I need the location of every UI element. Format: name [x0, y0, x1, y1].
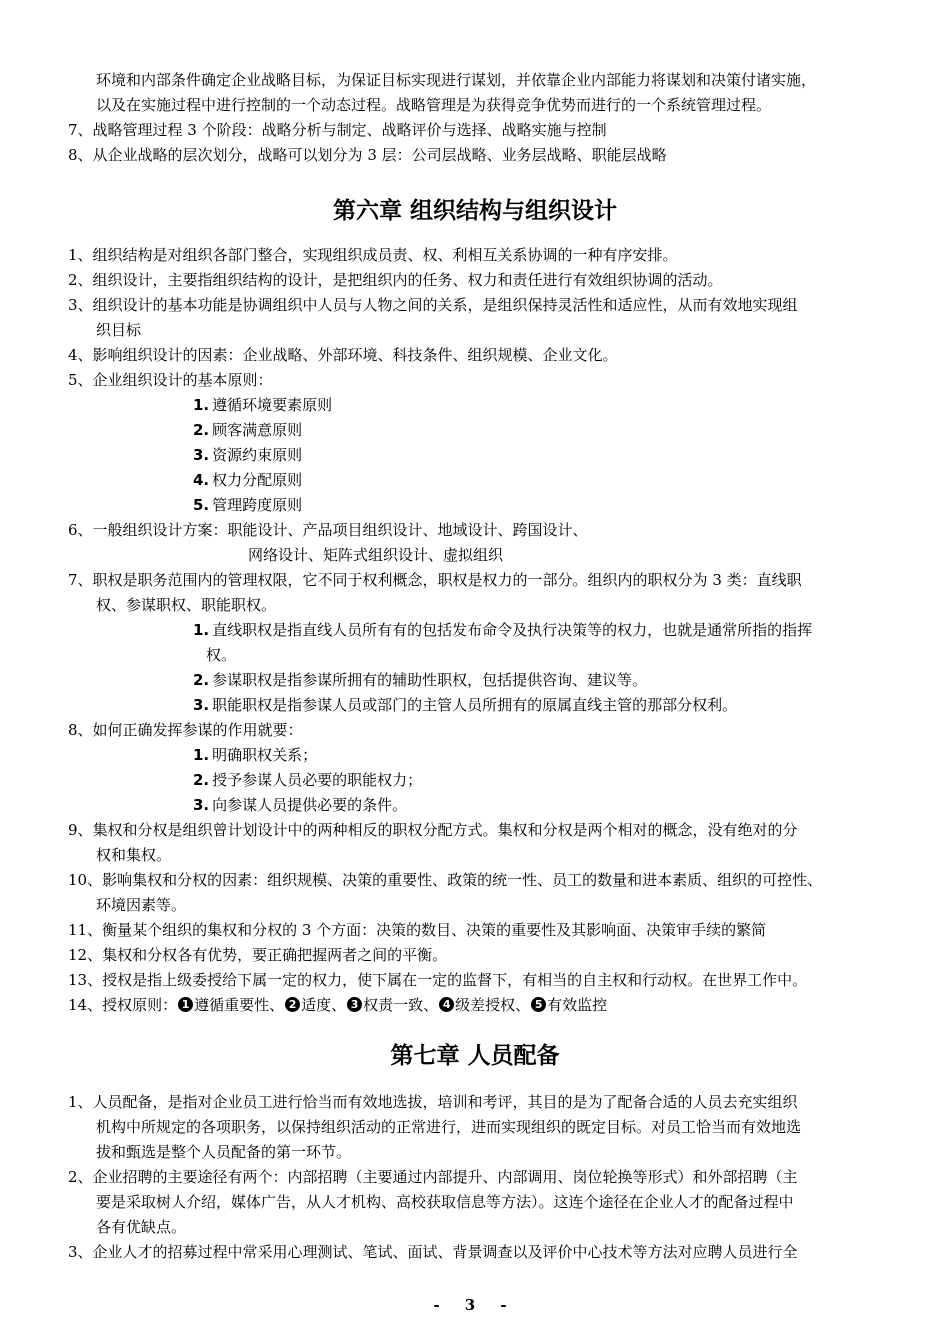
list-item: 8、如何正确发挥参谋的作用就要：	[68, 721, 303, 739]
list-item: 2、企业招聘的主要途径有两个：内部招聘（主要通过内部提升、内部调用、岗位轮换等形式）和外部招聘（主	[68, 1168, 798, 1186]
sub-list-item: 3. 向参谋人员提供必要的条件。	[193, 796, 408, 814]
paragraph-line: 环境因素等。	[96, 896, 187, 914]
list-item: 1、组织结构是对组织各部门整合，实现组织成员责、权、利相互关系协调的一种有序安排。	[68, 246, 678, 264]
paragraph-line: 环境和内部条件确定企业战略目标，为保证目标实现进行谋划，并依靠企业内部能力将谋划和决策付诸实施，	[96, 71, 817, 89]
circled-number-2: 2	[285, 997, 300, 1012]
circled-number-4: 4	[439, 997, 454, 1012]
sub-list-item: 2. 顾客满意原则	[193, 421, 303, 439]
list-item: 5、企业组织设计的基本原则：	[68, 371, 273, 389]
sub-list-item: 1. 直线职权是指直线人员所有有的包括发布命令及执行决策等的权力，也就是通常所指的指挥	[193, 621, 813, 639]
chapter-heading: 第六章 组织结构与组织设计	[332, 197, 617, 224]
paragraph-line: 以及在实施过程中进行控制的一个动态过程。战略管理是为获得竞争优势而进行的一个系统管理过程。	[96, 96, 772, 114]
sub-list-item: 1. 遵循环境要素原则	[193, 396, 333, 414]
paragraph-line: 机构中所规定的各项职务，以保持组织活动的正常进行，进而实现组织的既定目标。对员工恰当而有效地选	[96, 1118, 802, 1136]
list-item-label: 14、授权原则：	[68, 996, 178, 1014]
paragraph-line: 拔和甄选是整个人员配备的第一环节。	[96, 1143, 352, 1161]
paragraph-line: 织目标	[96, 321, 142, 339]
list-item: 13、授权是指上级委授给下属一定的权力，使下属在一定的监督下，有相当的自主权和行动权。在世界工作中。	[68, 971, 808, 989]
circled-number-5: 5	[531, 997, 546, 1012]
paragraph-line: 网络设计、矩阵式组织设计、虚拟组织	[248, 546, 504, 564]
list-item: 2、组织设计，主要指组织结构的设计，是把组织内的任务、权力和责任进行有效组织协调的活动。	[68, 271, 723, 289]
list-item: 6、一般组织设计方案：职能设计、产品项目组织设计、地域设计、跨国设计、	[68, 521, 588, 539]
circled-number-1: 1	[178, 997, 193, 1012]
list-item: 12、集权和分权各有优势，要正确把握两者之间的平衡。	[68, 946, 448, 964]
list-item: 3、组织设计的基本功能是协调组织中人员与人物之间的关系，是组织保持灵活性和适应性，从而有效地实现组	[68, 296, 798, 314]
paragraph-line: 各有优缺点。	[96, 1218, 187, 1236]
sub-list-item: 权。	[206, 646, 237, 664]
list-item: 11、衡量某个组织的集权和分权的 3 个方面：决策的数目、决策的重要性及其影响面、决策审手续的繁简	[68, 921, 767, 939]
sub-list-item: 3. 资源约束原则	[193, 446, 303, 464]
sub-list-item: 3. 职能职权是指参谋人员或部门的主管人员所拥有的原属直线主管的那部分权利。	[193, 696, 738, 714]
list-item: 9、集权和分权是组织曾计划设计中的两种相反的职权分配方式。集权和分权是两个相对的概念，没有绝对的分	[68, 821, 798, 839]
page-number: - 3 -	[433, 1296, 517, 1314]
list-item: 7、战略管理过程 3 个阶段：战略分析与制定、战略评价与选择、战略实施与控制	[68, 121, 607, 139]
sub-list-item: 2. 授予参谋人员必要的职能权力；	[193, 771, 423, 789]
paragraph-line: 权、参谋职权、职能职权。	[96, 596, 277, 614]
list-item: 4、影响组织设计的因素：企业战略、外部环境、科技条件、组织规模、企业文化。	[68, 346, 618, 364]
list-item: 14、授权原则： 1 遵循重要性、 2 适度、 3 权责一致、 4 级差授权、 5 有效监控	[68, 996, 608, 1014]
paragraph-line: 要是采取树人介绍，媒体广告，从人才机构、高校获取信息等方法）。这连个途径在企业人才的配备过程中	[96, 1193, 794, 1211]
circled-number-3: 3	[347, 997, 362, 1012]
sub-list-item: 4. 权力分配原则	[193, 471, 303, 489]
sub-list-item: 2. 参谋职权是指参谋所拥有的辅助性职权，包括提供咨询、建议等。	[193, 671, 648, 689]
list-item: 10、影响集权和分权的因素：组织规模、决策的重要性、政策的统一性、员工的数量和进本素质、组织的可控性、	[68, 871, 823, 889]
paragraph-line: 权和集权。	[96, 846, 172, 864]
list-item: 3、企业人才的招募过程中常采用心理测试、笔试、面试、背景调查以及评价中心技术等方法对应聘人员进行全	[68, 1243, 798, 1261]
list-item: 8、从企业战略的层次划分，战略可以划分为 3 层：公司层战略、业务层战略、职能层战略	[68, 146, 667, 164]
list-item: 7、职权是职务范围内的管理权限，它不同于权利概念，职权是权力的一部分。组织内的职权分为 3 类：直线职	[68, 571, 802, 589]
sub-list-item: 1. 明确职权关系；	[193, 746, 318, 764]
chapter-heading: 第七章 人员配备	[390, 1042, 560, 1069]
sub-list-item: 5. 管理跨度原则	[193, 496, 303, 514]
list-item: 1、人员配备，是指对企业员工进行恰当而有效地选拔，培训和考评，其目的是为了配备合适的人员去充实组织	[68, 1093, 798, 1111]
